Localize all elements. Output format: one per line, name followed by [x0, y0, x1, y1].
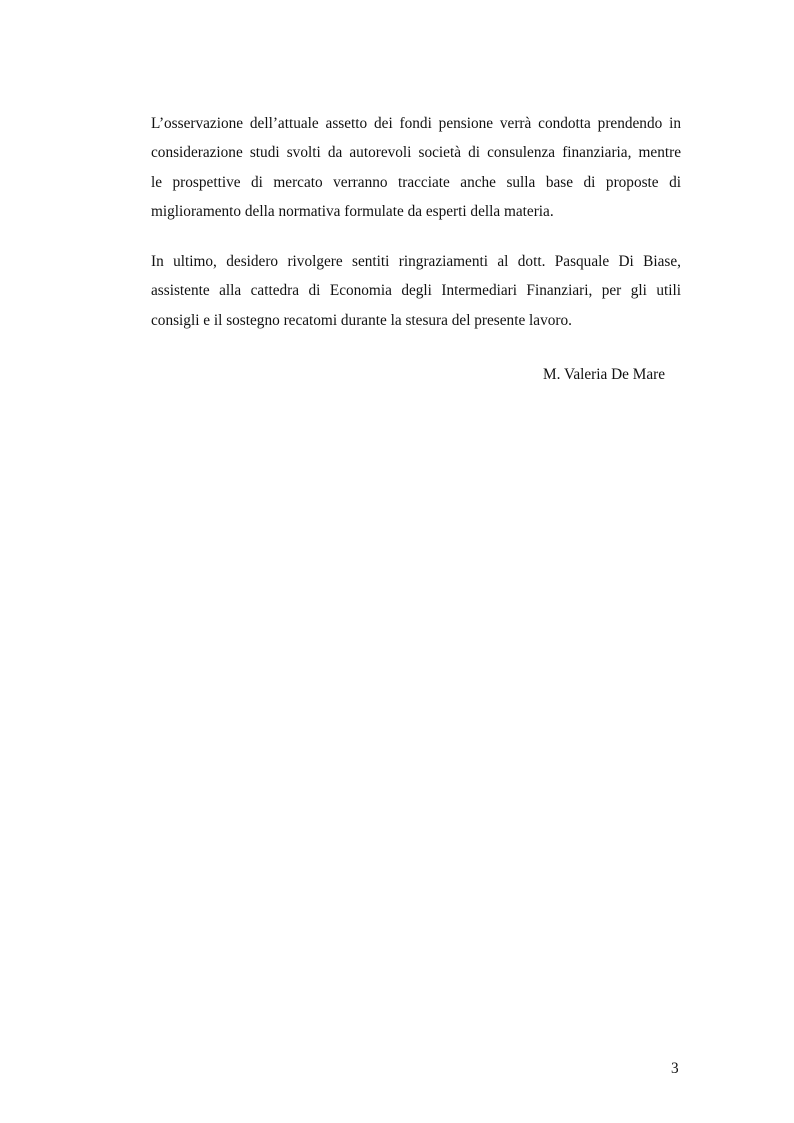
paragraph-line: considerazione studi svolti da autorevoli società di consulenza finanziaria, mentre: [151, 144, 681, 162]
paragraph-line: L’osservazione dell’attuale assetto dei fondi pensione verrà condotta prendendo in: [151, 115, 681, 132]
paragraph-line: consigli e il sostegno recatomi durante la stesura del presente lavoro.: [151, 311, 572, 329]
paragraph-acknowledgements: [151, 247, 681, 335]
paragraph-line: le prospettive di mercato verranno tracciate anche sulla base di proposte di: [151, 173, 681, 191]
paragraph-intro: [151, 109, 681, 227]
paragraph-line: In ultimo, desidero rivolgere sentiti ringraziamenti al dott. Pasquale Di Biase,: [151, 253, 681, 270]
author-signature: M. Valeria De Mare: [543, 366, 666, 383]
paragraph-line: miglioramento della normativa formulate da esperti della materia.: [151, 203, 554, 221]
paragraph-line: assistente alla cattedra di Economia degli Intermediari Finanziari, per gli utili: [151, 282, 681, 300]
page-number: 3: [671, 1060, 679, 1077]
